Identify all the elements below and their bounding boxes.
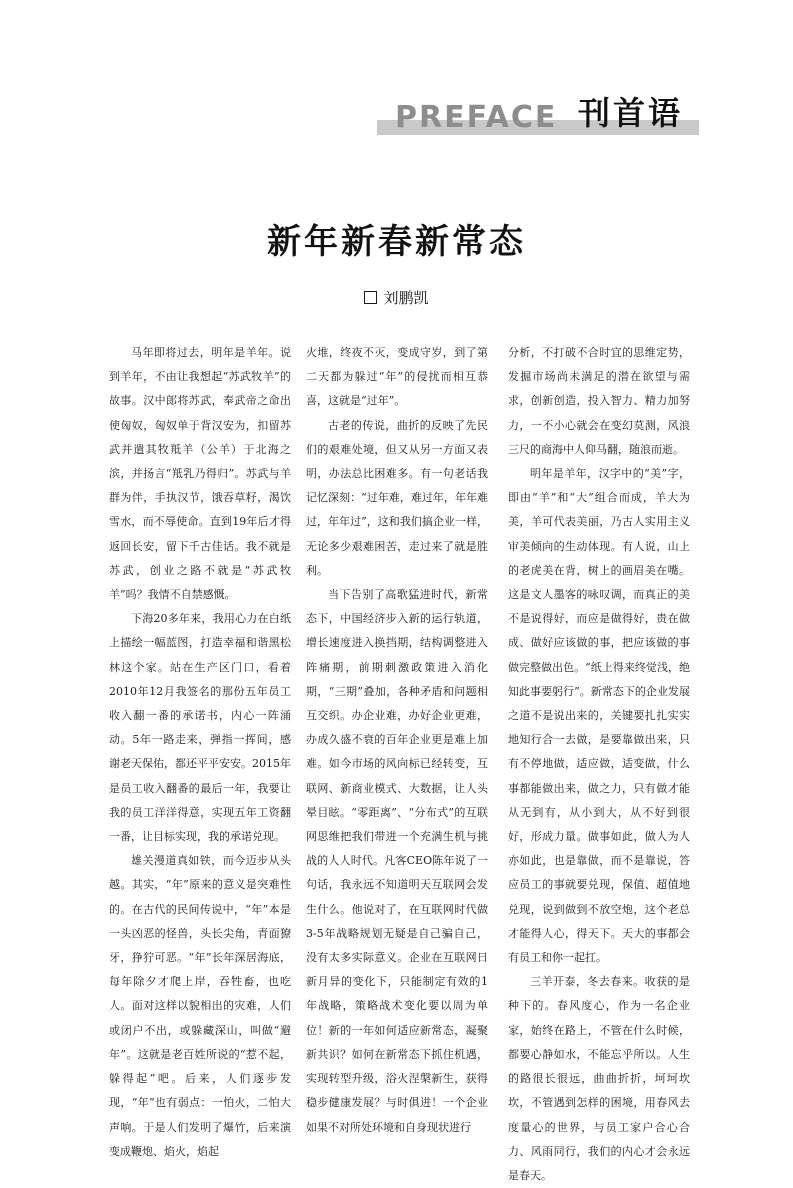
- author-name: 刘鹏凯: [383, 289, 429, 307]
- section-header: [377, 92, 699, 139]
- section-label: 刊首语: [578, 94, 684, 132]
- paragraph: 分析，不打破不合时宜的思维定势，发掘市场尚未满足的潜在欲望与需求，创新创造，投入智力、精力加努力，一不小心就会在变幻莫测，风浪三尺的商海中人仰马翻，随浪而逝。: [508, 346, 690, 456]
- paragraph: 下海20多年来，我用心力在白纸上描绘一幅蓝图，打造幸福和谐黑松林这个家。站在生产区门口，看着2010年12月我签名的那份五年员工收入翻一番的承诺书，内心一阵涌动。5年一路走来，弹指一挥间，感谢老天保佑，都还平平安安。2015年是员工收入翻番的最后一年，我要让我的员工洋洋得意，实现五年工资翻一番，让目标实现，我的承诺兑现。: [109, 612, 291, 844]
- body-column-3: [508, 341, 690, 1188]
- paragraph: 马年即将过去，明年是羊年。说到羊年，不由让我想起“苏武牧羊”的故事。汉中郎将苏武，奉武帝之命出使匈奴，匈奴单于背汉安为，扣留苏武并遣其牧羝羊（公羊）于北海之滨，并扬言“羝乳乃得归”。苏武与羊群为伴，手执汉节，饿吞草籽，渴饮雪水，而不辱使命。直到19年后才得返回长安，留下千古佳话。我不就是苏武，创业之路不就是“苏武牧羊”吗？我情不自禁感慨。: [109, 346, 291, 602]
- preface-label: PREFACE: [395, 100, 558, 135]
- paragraph: 古老的传说，曲折的反映了先民们的艰难处境，但又从另一方面又表明，办法总比困难多。有一句老话我记忆深刻：“过年难，难过年，年年难过，年年过”，这和我们搞企业一样，无论多少艰难困苦，走过来了就是胜利。: [306, 418, 488, 577]
- paragraph: 当下告别了高歌猛进时代，新常态下，中国经济步入新的运行轨道，增长速度进入换挡期，结构调整进入阵痛期，前期刺激政策进入消化期，“三期”叠加，各种矛盾和问题相互交织。办企业难，办好企业更难，办成久盛不衰的百年企业更是难上加难。如今市场的风向标已经转变，互联网、新商业模式、大数据，让人头晕目眩。“零距离”、“分布式”的互联网思维把我们带进一个充满生机与挑战的人人时代。凡客CEO陈年说了一句话，我永远不知道明天互联网会发生什么。他说对了，在互联网时代做3-5年战略规划无疑是自己骗自己，没有太多实际意义。企业在互联网日新月异的变化下，只能制定有效的1年战略，策略战术变化要以周为单位！新的一年如何适应新常态，凝聚新共识？如何在新常态下抓住机遇，实现转型升级，浴火涅槃新生，获得稳步健康发展？与时俱进！一个企业如果不对所处环境和自身现状进行: [306, 588, 488, 1134]
- body-column-1: [109, 341, 291, 1164]
- paragraph: 三羊开泰，冬去春来。收获的是种下的。春风度心，作为一名企业家，始终在路上，不管在什么时候，都要心静如水，不能忘乎所以。人生的路很长很远，曲曲折折，坷坷坎坎，不管遇到怎样的困境，用春风去度量心的世界，与员工家户合心合力、风雨同行，我们的内心才会永远是春天。: [508, 975, 690, 1182]
- paragraph: 明年是羊年，汉字中的“美”字，即由“羊”和“大”组合而成，羊大为美，羊可代表美丽，乃古人实用主义审美倾向的生动体现。有人说，山上的老虎美在背，树上的画眉美在嘴。这是文人墨客的咏叹调，而真正的美不是说得好，而应是做得好，贵在做成、做好应该做的事，把应该做的事做完整做出色。“纸上得来终觉浅，绝知此事要躬行”。新常态下的企业发展之道不是说出来的，关键要扎扎实实地知行合一去做，是要靠做出来，只有不停地做，适应做，适变做，什么事都能做出来，做之力，只有做才能从无到有，从小到大，从不好到很好，形成力量。做事如此，做人为人亦如此，也是靠做，而不是靠说，答应员工的事就要兑现，保值、超值地兑现，说到做到不放空炮，这个老总才能得人心，得天下。天大的事都会有员工和你一起扛。: [508, 467, 690, 965]
- square-icon: [364, 291, 377, 304]
- author-byline: [0, 287, 793, 309]
- paragraph: 雄关漫道真如铁，而今迈步从头越。其实，“年”原来的意义是突难性的。在古代的民间传说中，“年”本是一头凶恶的怪兽，头长尖角，青面獠牙，狰狞可恶。“年”长年深居海底，每年除夕才爬上岸，吞牲畜，也吃人。面对这样以貌相出的灾难，人们或闭户不出，或躲藏深山，叫做“避年”。这就是老百姓所说的“惹不起，躲得起”吧。后来，人们逐步发现，“年”也有弱点：一怕火，二怕大声响。于是人们发明了爆竹，后来演变成鞭炮、焰火，焰起: [109, 854, 291, 1158]
- paragraph: 火堆，终夜不灭，变成守岁，到了第二天都为躲过“年”的侵扰而相互恭喜，这就是“过年”。: [306, 346, 488, 408]
- article-title: 新年新春新常态: [267, 222, 526, 262]
- body-column-2: [306, 341, 488, 1140]
